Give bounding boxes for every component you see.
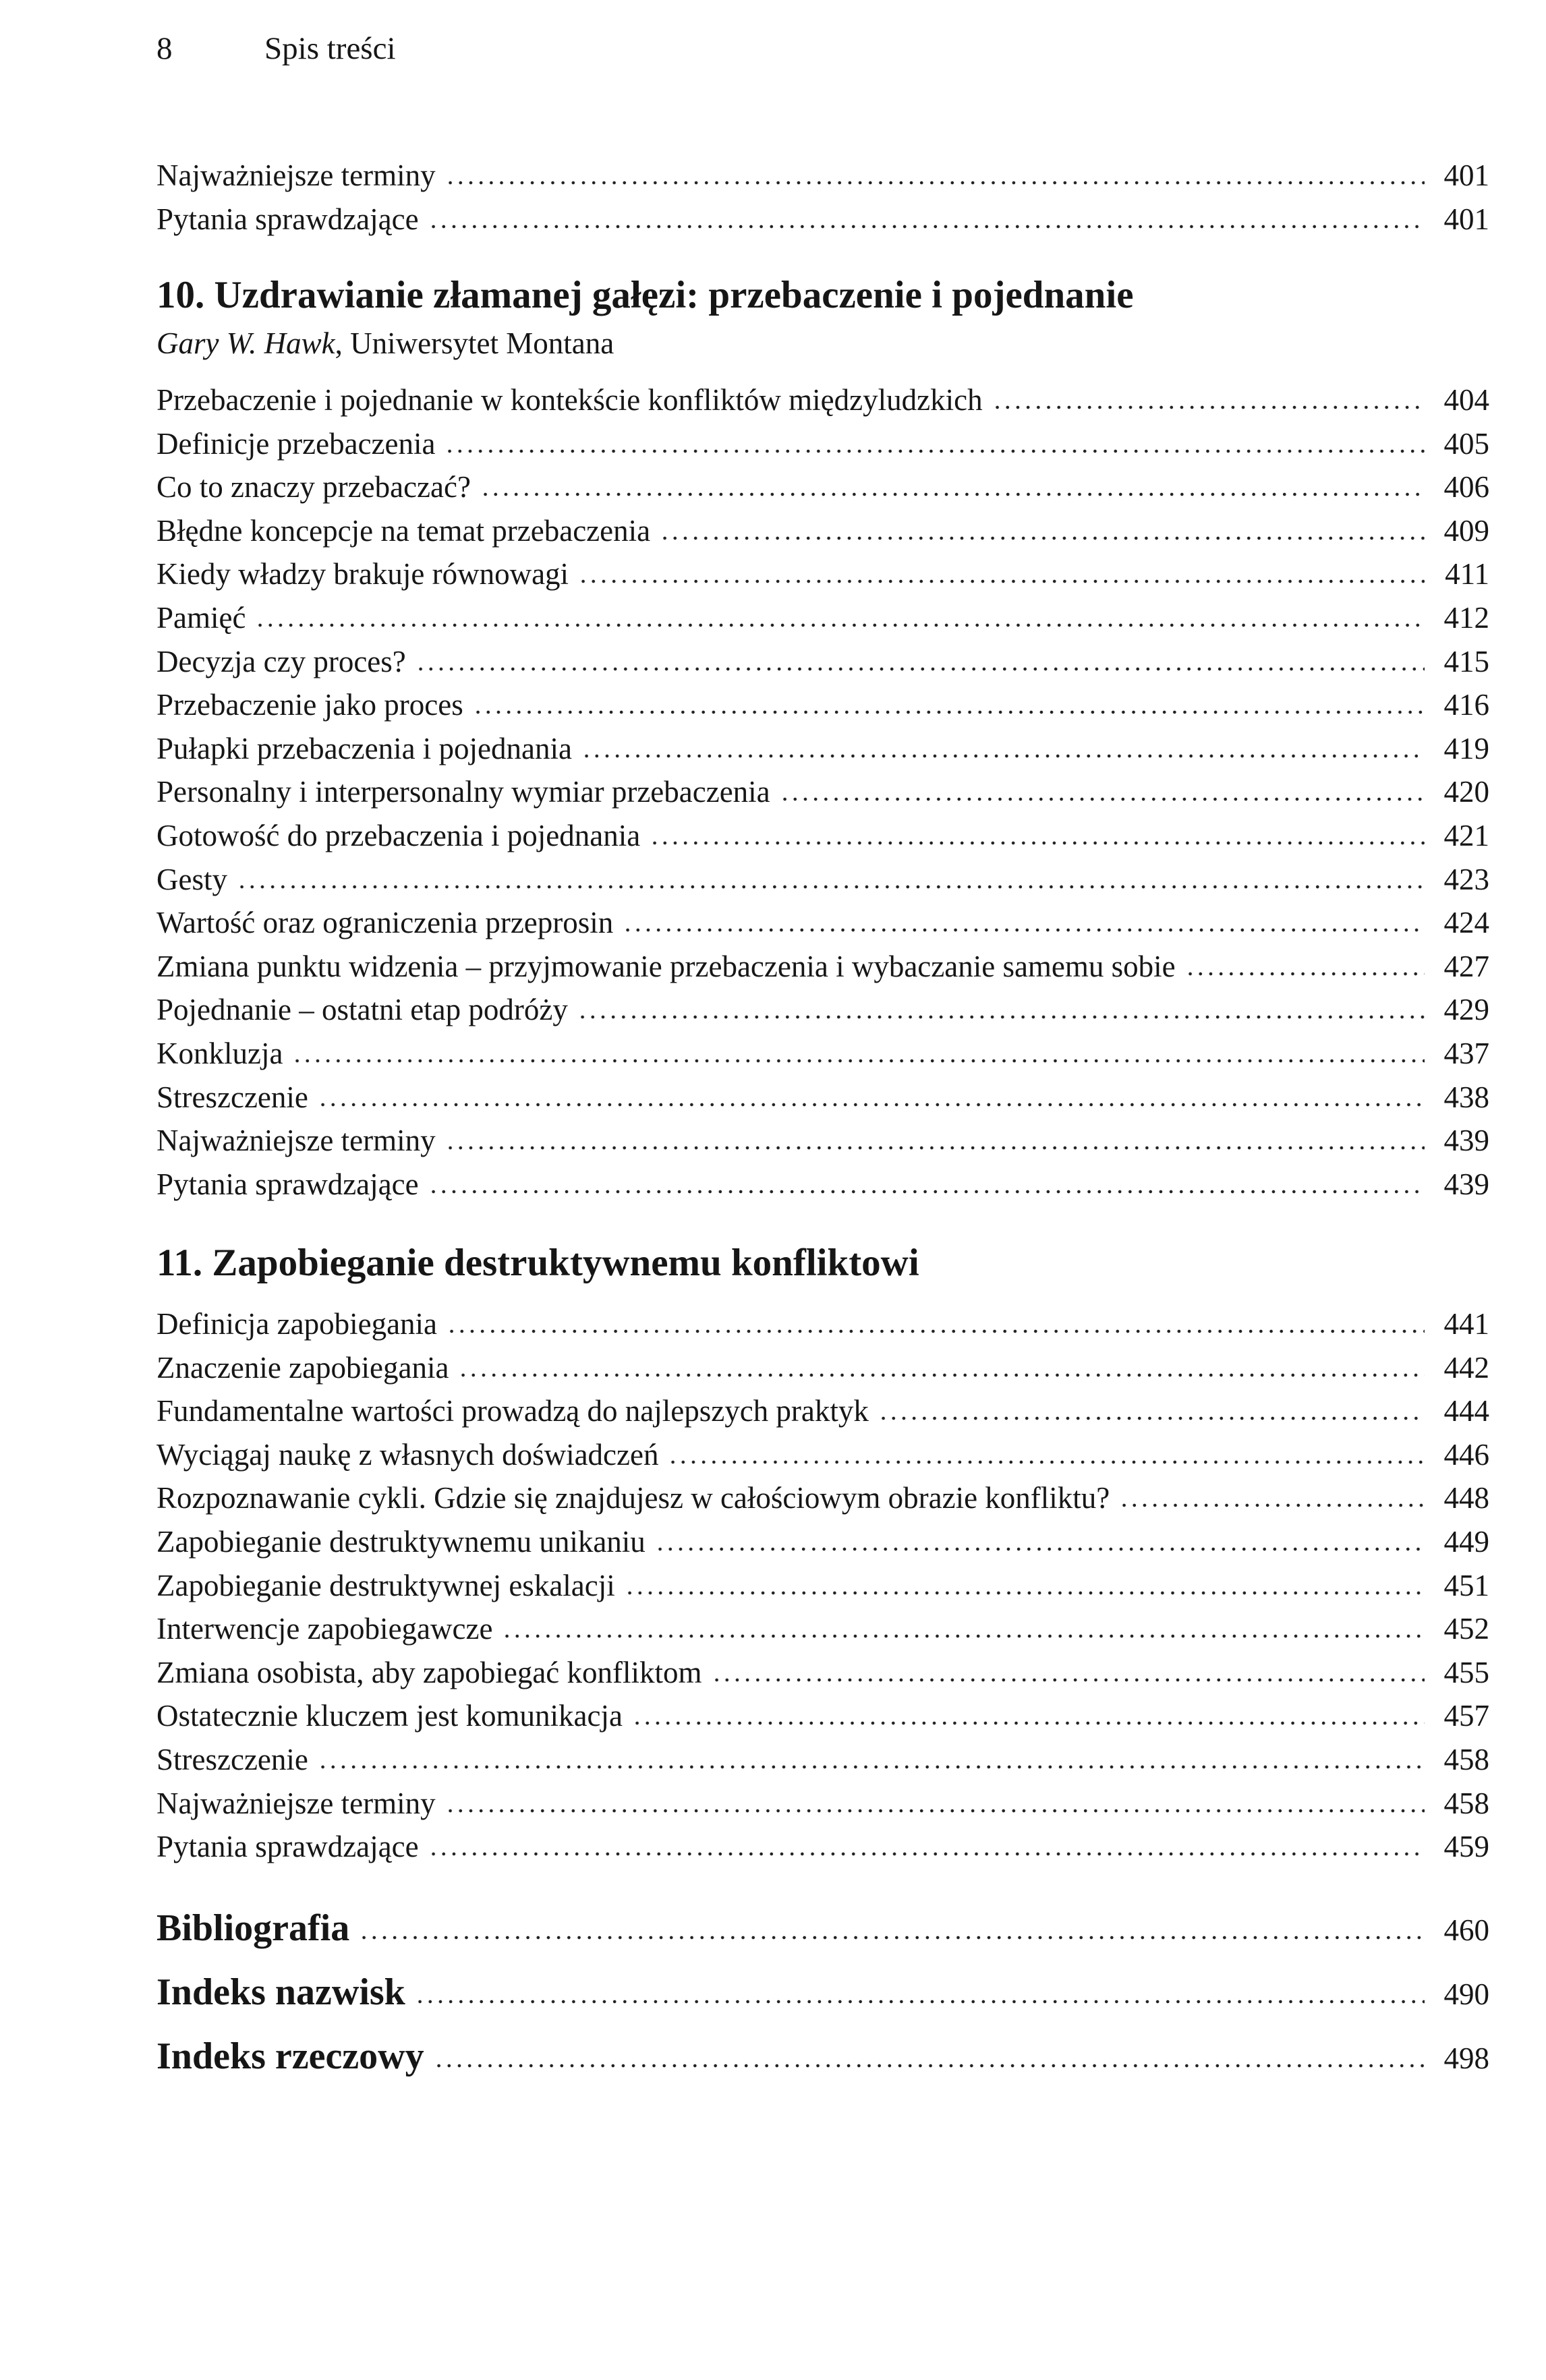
chapter-10-author bbox=[156, 326, 1489, 361]
toc-entry-page: 438 bbox=[1443, 1080, 1489, 1114]
toc-entry-title: Pytania sprawdzające bbox=[156, 1167, 419, 1201]
toc-entry bbox=[156, 988, 1489, 1032]
toc-entry bbox=[156, 1163, 1489, 1207]
toc-entry bbox=[156, 198, 1489, 241]
toc-entry bbox=[156, 1076, 1489, 1120]
toc-entry-page: 448 bbox=[1443, 1481, 1489, 1515]
toc-entry bbox=[156, 1651, 1489, 1695]
toc-entry-page: 424 bbox=[1443, 906, 1489, 940]
toc-entry bbox=[156, 596, 1489, 640]
dot-leader bbox=[434, 2055, 1425, 2068]
back-matter-entries bbox=[156, 1896, 1489, 2089]
dot-leader bbox=[458, 1364, 1425, 1378]
dot-leader bbox=[428, 216, 1425, 229]
toc-entry-page: 460 bbox=[1443, 1913, 1489, 1947]
toc-entry bbox=[156, 814, 1489, 858]
toc-entry-page: 415 bbox=[1443, 644, 1489, 678]
toc-entry bbox=[156, 378, 1489, 422]
toc-entry-title: Najważniejsze terminy bbox=[156, 1786, 436, 1820]
toc-entry bbox=[156, 945, 1489, 989]
dot-leader bbox=[318, 1094, 1425, 1107]
dot-leader bbox=[650, 832, 1425, 846]
toc-entry-title: Streszczenie bbox=[156, 1742, 308, 1776]
author-affiliation: , Uniwersytet Montana bbox=[335, 326, 614, 360]
toc-entry-page: 446 bbox=[1443, 1437, 1489, 1472]
toc-entry-title: Definicja zapobiegania bbox=[156, 1307, 438, 1341]
toc-entry-page: 401 bbox=[1443, 158, 1489, 192]
toc-entry-title: Personalny i interpersonalny wymiar przebaczenia bbox=[156, 775, 770, 809]
toc-entry-title: Znaczenie zapobiegania bbox=[156, 1350, 449, 1385]
toc-entry-page: 437 bbox=[1443, 1036, 1489, 1070]
toc-entry-page: 490 bbox=[1443, 1977, 1489, 2011]
chapter-10-title: 10. Uzdrawianie złamanej gałęzi: przebaczenie i pojednanie bbox=[156, 274, 1134, 316]
dot-leader bbox=[625, 1582, 1425, 1596]
toc-entry bbox=[156, 1738, 1489, 1782]
toc-entry-page: 406 bbox=[1443, 470, 1489, 504]
toc-entry-title: Streszczenie bbox=[156, 1080, 308, 1114]
dot-leader bbox=[359, 1927, 1425, 1940]
toc-entry-page: 412 bbox=[1443, 600, 1489, 635]
toc-entry-page: 427 bbox=[1443, 949, 1489, 983]
dot-leader bbox=[878, 1407, 1425, 1421]
toc-entry-title: Pułapki przebaczenia i pojednania bbox=[156, 731, 572, 765]
toc-entry bbox=[156, 1607, 1489, 1651]
dot-leader bbox=[992, 397, 1425, 410]
toc-entry-page: 457 bbox=[1443, 1699, 1489, 1733]
dot-leader bbox=[318, 1756, 1425, 1770]
toc-entry-page: 442 bbox=[1443, 1350, 1489, 1385]
dot-leader bbox=[578, 571, 1425, 584]
toc-entry-title: Pojednanie – ostatni etap podróży bbox=[156, 993, 568, 1027]
dot-leader bbox=[502, 1625, 1425, 1639]
toc-entry-page: 429 bbox=[1443, 993, 1489, 1027]
toc-entry-title: Interwencje zapobiegawcze bbox=[156, 1612, 493, 1646]
dot-leader bbox=[445, 440, 1425, 454]
dot-leader bbox=[428, 1181, 1425, 1194]
toc-entry bbox=[156, 509, 1489, 553]
dot-leader bbox=[473, 701, 1425, 715]
toc-entry-page: 459 bbox=[1443, 1830, 1489, 1864]
toc-entry-page: 441 bbox=[1443, 1307, 1489, 1341]
toc-entry-page: 421 bbox=[1443, 818, 1489, 852]
chapter-10-entries bbox=[156, 378, 1489, 1206]
toc-entry-page: 449 bbox=[1443, 1524, 1489, 1559]
toc-entry-page: 409 bbox=[1443, 513, 1489, 548]
toc-entry-page: 452 bbox=[1443, 1612, 1489, 1646]
toc-entry-title: Wyciągaj naukę z własnych doświadczeń bbox=[156, 1437, 659, 1472]
toc-entry-title: Indeks rzeczowy bbox=[156, 2035, 424, 2077]
toc-entry-page: 458 bbox=[1443, 1786, 1489, 1820]
toc-entry-title: Zapobieganie destruktywnej eskalacji bbox=[156, 1568, 615, 1602]
toc-entry bbox=[156, 1896, 1489, 1961]
toc-entry bbox=[156, 552, 1489, 596]
toc-entry bbox=[156, 154, 1489, 198]
dot-leader bbox=[581, 745, 1425, 759]
toc-entry bbox=[156, 858, 1489, 902]
chapter-11-title: 11. Zapobieganie destruktywnemu konfliktowi bbox=[156, 1242, 919, 1284]
toc-entry-title: Kiedy władzy brakuje równowagi bbox=[156, 557, 569, 591]
toc-entry bbox=[156, 1119, 1489, 1163]
toc-entry bbox=[156, 1825, 1489, 1869]
dot-leader bbox=[712, 1669, 1425, 1683]
dot-leader bbox=[447, 1320, 1425, 1334]
toc-entry bbox=[156, 1782, 1489, 1826]
dot-leader bbox=[577, 1006, 1425, 1020]
toc-entry bbox=[156, 2025, 1489, 2089]
toc-entry-title: Gotowość do przebaczenia i pojednania bbox=[156, 818, 641, 852]
dot-leader bbox=[668, 1451, 1425, 1465]
toc-entry-title: Definicje przebaczenia bbox=[156, 426, 436, 461]
toc-entry-page: 458 bbox=[1443, 1742, 1489, 1776]
toc-entry-title: Co to znaczy przebaczać? bbox=[156, 470, 471, 504]
dot-leader bbox=[428, 1843, 1425, 1857]
toc-entry-page: 439 bbox=[1443, 1167, 1489, 1201]
toc-entry-title: Pytania sprawdzające bbox=[156, 202, 419, 236]
toc-entry-title: Ostatecznie kluczem jest komunikacja bbox=[156, 1699, 623, 1733]
running-title: Spis treści bbox=[264, 31, 396, 66]
prev-chapter-entries bbox=[156, 154, 1489, 241]
toc-entry bbox=[156, 1389, 1489, 1433]
toc-entry bbox=[156, 1346, 1489, 1390]
toc-entry bbox=[156, 901, 1489, 945]
toc-entry bbox=[156, 770, 1489, 814]
toc-entry-page: 405 bbox=[1443, 426, 1489, 461]
dot-leader bbox=[655, 1538, 1425, 1552]
dot-leader bbox=[480, 484, 1425, 497]
dot-leader bbox=[780, 788, 1425, 802]
toc-entry bbox=[156, 640, 1489, 684]
toc-entry-title: Pamięć bbox=[156, 600, 246, 635]
toc-entry-page: 455 bbox=[1443, 1655, 1489, 1689]
toc-entry-title: Pytania sprawdzające bbox=[156, 1830, 419, 1864]
toc-entry-title: Zmiana punktu widzenia – przyjmowanie przebaczenia i wybaczanie samemu sobie bbox=[156, 949, 1176, 983]
toc-entry-title: Wartość oraz ograniczenia przeprosin bbox=[156, 906, 614, 940]
toc-entry bbox=[156, 727, 1489, 771]
dot-leader bbox=[445, 172, 1425, 185]
dot-leader bbox=[237, 876, 1425, 890]
toc-entry-title: Decyzja czy proces? bbox=[156, 644, 406, 678]
toc-entry bbox=[156, 465, 1489, 509]
toc-entry-title: Błędne koncepcje na temat przebaczenia bbox=[156, 513, 651, 548]
toc-entry-title: Fundamentalne wartości prowadzą do najlepszych praktyk bbox=[156, 1394, 869, 1428]
toc-entry-title: Konkluzja bbox=[156, 1036, 283, 1070]
toc-entry-page: 444 bbox=[1443, 1394, 1489, 1428]
toc-entry-title: Zmiana osobista, aby zapobiegać konfliktom bbox=[156, 1655, 702, 1689]
toc-entry-page: 419 bbox=[1443, 731, 1489, 765]
toc-entry-title: Najważniejsze terminy bbox=[156, 158, 436, 192]
toc-entry-page: 411 bbox=[1445, 557, 1489, 591]
toc-entry-title: Zapobieganie destruktywnemu unikaniu bbox=[156, 1524, 646, 1559]
toc-entry-title: Rozpoznawanie cykli. Gdzie się znajdujesz w całościowym obrazie konfliktu? bbox=[156, 1481, 1110, 1515]
toc-entry bbox=[156, 1564, 1489, 1608]
dot-leader bbox=[445, 1137, 1425, 1151]
toc-entry bbox=[156, 1961, 1489, 2025]
author-name: Gary W. Hawk bbox=[156, 326, 335, 360]
toc-entry bbox=[156, 1032, 1489, 1076]
dot-leader bbox=[255, 614, 1425, 628]
page-number: 8 bbox=[156, 31, 173, 66]
dot-leader bbox=[1185, 963, 1425, 977]
toc-entry-title: Bibliografia bbox=[156, 1907, 350, 1949]
toc-entry-page: 498 bbox=[1443, 2041, 1489, 2075]
toc-entry-title: Przebaczenie jako proces bbox=[156, 688, 463, 722]
toc-entry-page: 423 bbox=[1443, 862, 1489, 896]
toc-entry-page: 404 bbox=[1443, 383, 1489, 417]
toc-entry bbox=[156, 1694, 1489, 1738]
toc-entry-page: 416 bbox=[1443, 688, 1489, 722]
dot-leader bbox=[623, 919, 1425, 933]
toc-entry-page: 451 bbox=[1443, 1568, 1489, 1602]
dot-leader bbox=[632, 1712, 1425, 1726]
dot-leader bbox=[1119, 1494, 1425, 1508]
toc-entry bbox=[156, 1302, 1489, 1346]
toc-entry-page: 439 bbox=[1443, 1124, 1489, 1158]
dot-leader bbox=[660, 527, 1425, 541]
dot-leader bbox=[415, 1991, 1425, 2004]
toc-entry-page: 401 bbox=[1443, 202, 1489, 236]
toc-entry-title: Gesty bbox=[156, 862, 227, 896]
toc-entry-title: Indeks nazwisk bbox=[156, 1971, 405, 2013]
toc-entry bbox=[156, 1433, 1489, 1477]
dot-leader bbox=[416, 658, 1425, 672]
toc-entry bbox=[156, 1520, 1489, 1564]
dot-leader bbox=[445, 1800, 1425, 1813]
toc-entry bbox=[156, 1476, 1489, 1520]
dot-leader bbox=[292, 1050, 1425, 1064]
toc-entry bbox=[156, 422, 1489, 466]
toc-entry-title: Najważniejsze terminy bbox=[156, 1124, 436, 1158]
chapter-11-entries bbox=[156, 1302, 1489, 1869]
toc-entry bbox=[156, 683, 1489, 727]
toc-entry-page: 420 bbox=[1443, 775, 1489, 809]
toc-entry-title: Przebaczenie i pojednanie w kontekście konfliktów międzyludzkich bbox=[156, 383, 983, 417]
